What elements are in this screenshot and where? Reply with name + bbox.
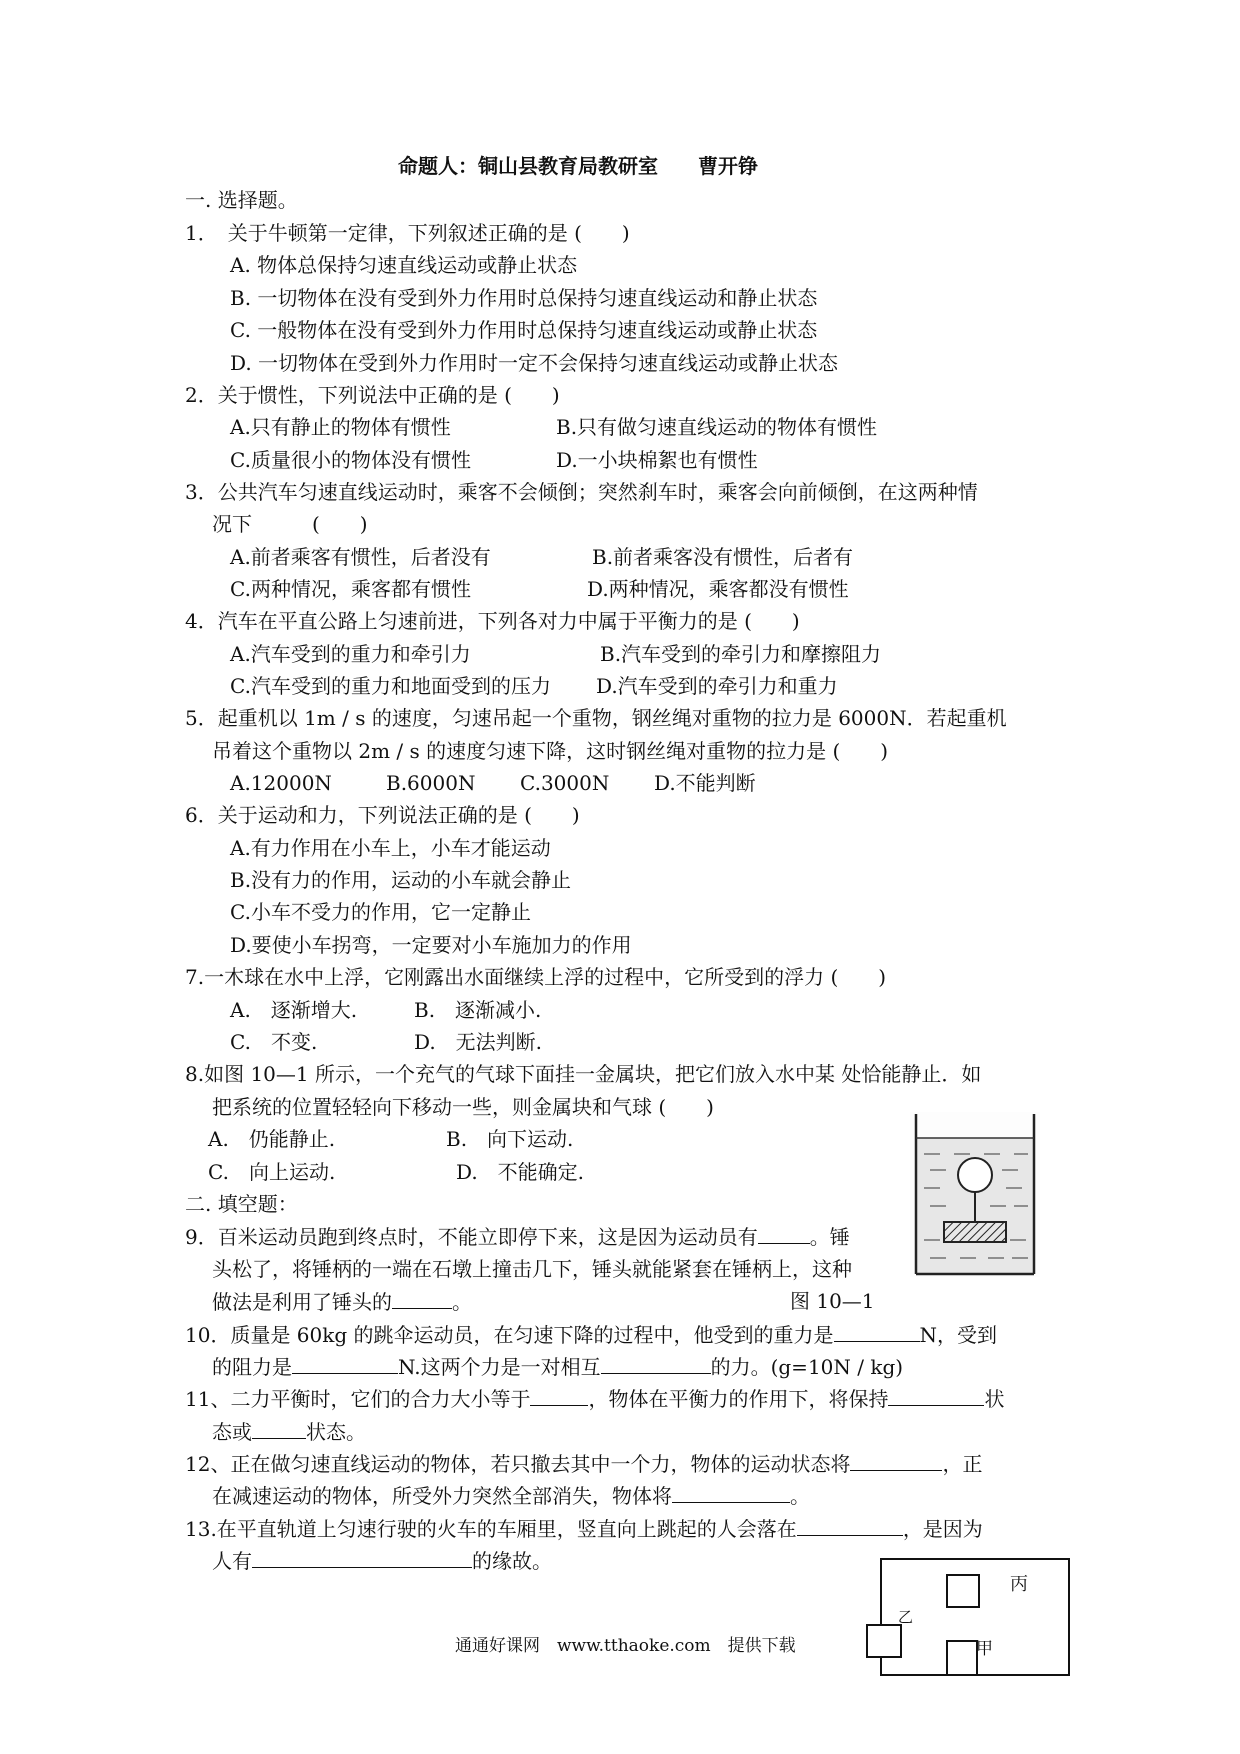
q3-option-a: A.前者乘客有惯性，后者没有 — [230, 545, 491, 569]
q12-blank-1[interactable] — [850, 1450, 942, 1471]
q11-line2 — [212, 1418, 366, 1445]
q9-line1-end: 。锤 — [809, 1225, 850, 1249]
q8-stem-line1: 8.如图 10—1 所示，一个充气的气球下面挂一金属块，把它们放入水中某 处恰能静止．如 — [185, 1062, 982, 1086]
q2-option-a: A.只有静止的物体有惯性 — [230, 415, 451, 439]
box-jia — [946, 1640, 978, 1674]
q9-line3 — [212, 1288, 472, 1315]
q10-line2-end: 的力。(g=10N / kg) — [710, 1355, 904, 1379]
q6-option-c: C.小车不受力的作用，它一定静止 — [230, 900, 531, 924]
q11-blank-3[interactable] — [252, 1418, 306, 1439]
q10-line1-text: 10．质量是 60kg 的跳伞运动员，在匀速下降的过程中，他受到的重力是 — [185, 1323, 834, 1347]
q13-line1 — [185, 1515, 983, 1542]
q8-option-d: D. 不能确定. — [456, 1160, 585, 1184]
q11-line1-mid: ，物体在平衡力的作用下，将保持 — [588, 1387, 889, 1411]
q10-blank-1[interactable] — [834, 1321, 920, 1342]
q5-option-b: B.6000N — [386, 771, 476, 795]
box-bing — [946, 1574, 980, 1608]
page-title: 命题人：铜山县教育局教研室 曹开铮 — [398, 154, 758, 178]
q6-option-a: A.有力作用在小车上，小车才能运动 — [230, 836, 551, 860]
label-yi: 乙 — [898, 1608, 914, 1626]
q9-line1 — [185, 1223, 850, 1250]
q13-line2 — [212, 1547, 552, 1574]
q8-stem-line2: 把系统的位置轻轻向下移动一些，则金属块和气球 ( ) — [212, 1095, 714, 1119]
q4-option-a: A.汽车受到的重力和牵引力 — [230, 642, 471, 666]
box-yi — [866, 1624, 902, 1658]
q8-option-c: C. 向上运动. — [208, 1160, 336, 1184]
q13-line2-end: 的缘故。 — [472, 1549, 552, 1573]
q11-line1-end: 状 — [984, 1387, 1005, 1411]
footer-text: 通通好课网 www.tthaoke.com 提供下载 — [455, 1636, 796, 1656]
q12-line1 — [185, 1450, 982, 1477]
q9-blank-2[interactable] — [392, 1288, 452, 1309]
q13-line1-end: ，是因为 — [902, 1517, 983, 1541]
q2-option-c: C.质量很小的物体没有惯性 — [230, 448, 471, 472]
q1-option-b: B. 一切物体在没有受到外力作用时总保持匀速直线运动和静止状态 — [230, 286, 818, 310]
q3-stem-line2: 况下 ( ) — [212, 512, 368, 536]
q4-option-c: C.汽车受到的重力和地面受到的压力 — [230, 674, 551, 698]
label-bing: 丙 — [1010, 1574, 1028, 1595]
q6-option-d: D.要使小车拐弯，一定要对小车施加力的作用 — [230, 933, 632, 957]
q11-blank-2[interactable] — [888, 1385, 984, 1406]
q10-line1-end: N，受到 — [919, 1323, 998, 1347]
q3-option-c: C.两种情况，乘客都有惯性 — [230, 577, 471, 601]
q13-line1-text: 13.在平直轨道上匀速行驶的火车的车厢里，竖直向上跳起的人会落在 — [185, 1517, 797, 1541]
q9-line2: 头松了，将锤柄的一端在石墩上撞击几下，锤头就能紧套在锤柄上，这种 — [212, 1257, 852, 1281]
q11-line1 — [185, 1385, 1004, 1412]
q10-line1 — [185, 1321, 997, 1348]
q6-option-b: B.没有力的作用，运动的小车就会静止 — [230, 868, 572, 892]
q12-line2-end: 。 — [790, 1484, 810, 1508]
q12-line1-end: ，正 — [942, 1452, 983, 1476]
q7-option-d: D. 无法判断. — [414, 1030, 543, 1054]
q5-stem-line1: 5．起重机以 1m / s 的速度，匀速吊起一个重物，钢丝绳对重物的拉力是 6000N．若起重机 — [185, 706, 1007, 730]
q10-line2 — [212, 1353, 903, 1380]
q12-line2 — [212, 1482, 810, 1509]
q1-option-a: A. 物体总保持匀速直线运动或静止状态 — [230, 253, 578, 277]
figure-10-1-balloon-diagram — [910, 1112, 1040, 1277]
q12-line1-text: 12、正在做匀速直线运动的物体，若只撤去其中一个力，物体的运动状态将 — [185, 1452, 851, 1476]
q9-blank-1[interactable] — [758, 1223, 810, 1244]
q1-option-d: D. 一切物体在受到外力作用时一定不会保持匀速直线运动或静止状态 — [230, 351, 839, 375]
q13-line2-text: 人有 — [212, 1549, 252, 1573]
q12-blank-2[interactable] — [672, 1482, 790, 1503]
q11-line2-text: 态或 — [212, 1420, 252, 1444]
q7-option-b: B. 逐渐减小. — [414, 998, 542, 1022]
q2-stem: 2．关于惯性，下列说法中正确的是 ( ) — [185, 383, 560, 407]
q3-option-d: D.两种情况，乘客都没有惯性 — [587, 577, 849, 601]
q4-option-d: D.汽车受到的牵引力和重力 — [596, 674, 838, 698]
q5-stem-line2: 吊着这个重物以 2m / s 的速度匀速下降，这时钢丝绳对重物的拉力是 ( ) — [212, 739, 889, 763]
q8-option-a: A. 仍能静止. — [208, 1127, 336, 1151]
q7-option-c: C. 不变. — [230, 1030, 318, 1054]
section-title-choice: 一. 选择题。 — [185, 188, 298, 212]
q4-stem: 4．汽车在平直公路上匀速前进，下列各对力中属于平衡力的是 ( ) — [185, 609, 800, 633]
q7-option-a: A. 逐渐增大. — [230, 998, 358, 1022]
q12-line2-text: 在减速运动的物体，所受外力突然全部消失，物体将 — [212, 1484, 672, 1508]
q13-blank-1[interactable] — [797, 1515, 903, 1536]
q9-line1-text: 9．百米运动员跑到终点时，不能立即停下来，这是因为运动员有 — [185, 1225, 758, 1249]
q10-blank-3[interactable] — [601, 1353, 711, 1374]
label-jia: 甲 — [976, 1639, 993, 1659]
q9-line3-end: 。 — [452, 1290, 472, 1314]
figure-caption: 图 10—1 — [790, 1289, 875, 1313]
q9-line3-text: 做法是利用了锤头的 — [212, 1290, 392, 1314]
q5-option-d: D.不能判断 — [654, 771, 756, 795]
q11-blank-1[interactable] — [530, 1385, 588, 1406]
q8-option-b: B. 向下运动. — [446, 1127, 574, 1151]
q10-line2-mid: N.这两个力是一对相互 — [398, 1355, 601, 1379]
q4-option-b: B.汽车受到的牵引力和摩擦阻力 — [600, 642, 882, 666]
section-title-fill: 二. 填空题： — [185, 1192, 298, 1216]
q11-line2-end: 状态。 — [306, 1420, 366, 1444]
q10-line2-text: 的阻力是 — [212, 1355, 292, 1379]
q7-stem: 7.一木球在水中上浮，它刚露出水面继续上浮的过程中，它所受到的浮力 ( ) — [185, 965, 887, 989]
q1-stem: 1． 关于牛顿第一定律，下列叙述正确的是 ( ) — [185, 221, 630, 245]
q3-stem-line1: 3．公共汽车匀速直线运动时，乘客不会倾倒；突然刹车时，乘客会向前倾倒，在这两种情 — [185, 480, 978, 504]
q1-option-c: C. 一般物体在没有受到外力作用时总保持匀速直线运动或静止状态 — [230, 318, 818, 342]
q5-option-a: A.12000N — [230, 771, 332, 795]
q2-option-b: B.只有做匀速直线运动的物体有惯性 — [556, 415, 878, 439]
q2-option-d: D.一小块棉絮也有惯性 — [556, 448, 758, 472]
q13-blank-2[interactable] — [252, 1547, 472, 1568]
q10-blank-2[interactable] — [292, 1353, 398, 1374]
q11-line1-text: 11、二力平衡时，它们的合力大小等于 — [185, 1387, 531, 1411]
q5-option-c: C.3000N — [520, 771, 610, 795]
q6-stem: 6．关于运动和力，下列说法正确的是 ( ) — [185, 803, 580, 827]
q3-option-b: B.前者乘客没有惯性，后者有 — [592, 545, 854, 569]
